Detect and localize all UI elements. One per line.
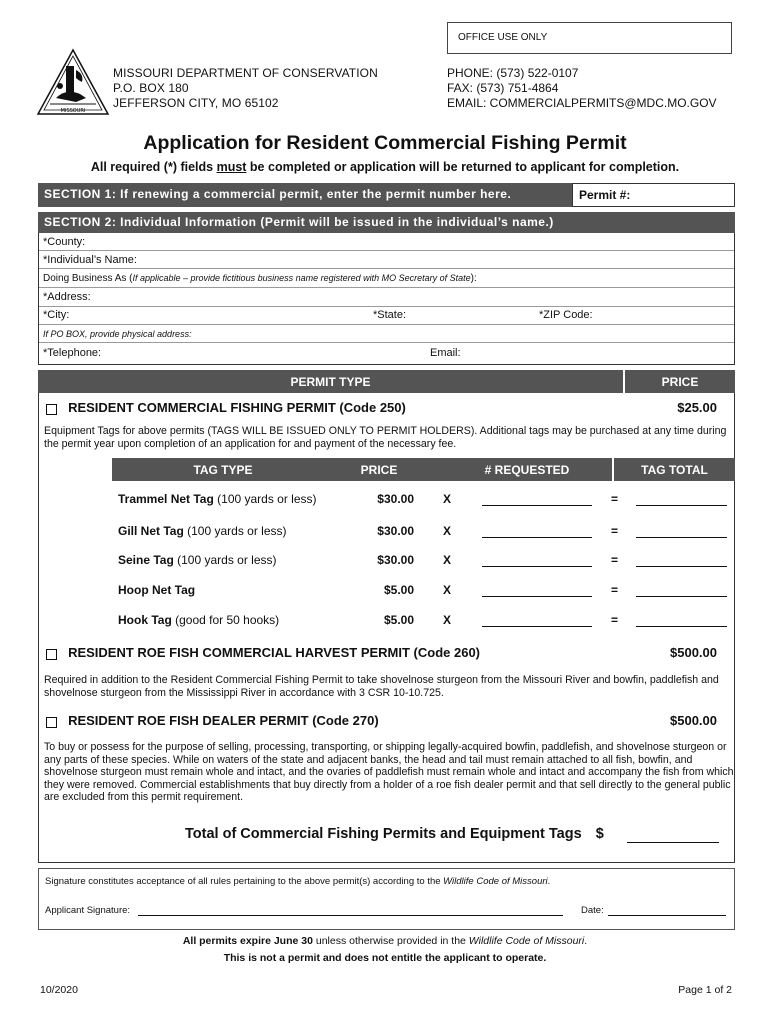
tag-row-seine bbox=[0, 553, 770, 573]
state-label[interactable]: *State: bbox=[373, 309, 407, 321]
tag-name: Gill Net Tag bbox=[118, 524, 184, 538]
tag-name: Hook Tag bbox=[118, 613, 172, 627]
times-symbol: X bbox=[443, 524, 452, 538]
page-number: Page 1 of 2 bbox=[678, 984, 732, 996]
address-field[interactable] bbox=[39, 288, 734, 307]
tag-type-column-header: TAG TYPE bbox=[193, 463, 253, 477]
tag-detail: (good for 50 hooks) bbox=[171, 613, 280, 627]
tag-row-gill-net bbox=[0, 524, 770, 544]
permit-270-name: RESIDENT ROE FISH DEALER PERMIT (Code 270) bbox=[68, 713, 379, 728]
tag-total-input[interactable] bbox=[636, 505, 727, 506]
city-state-zip-row bbox=[39, 307, 734, 325]
tag-quantity-input[interactable] bbox=[482, 626, 592, 627]
expiration-note bbox=[0, 935, 770, 947]
permit-260-name: RESIDENT ROE FISH COMMERCIAL HARVEST PERMIT (Code 260) bbox=[68, 645, 481, 660]
dba-note: If applicable – provide fictitious business name registered with MO Secretary of State bbox=[132, 273, 471, 283]
agency-phone: PHONE: (573) 522-0107 bbox=[447, 66, 579, 80]
times-symbol: X bbox=[443, 583, 452, 597]
tag-quantity-input[interactable] bbox=[482, 566, 592, 567]
permit-250-description: Equipment Tags for above permits (TAGS WILL BE ISSUED ONLY TO PERMIT HOLDERS). Additional tags may be purchased at any time during the permit year upon completion of an application for and payment of the necessary fee. bbox=[44, 425, 727, 450]
office-use-box bbox=[447, 22, 732, 54]
total-currency: $ bbox=[595, 826, 604, 842]
acceptance-text: Signature constitutes acceptance of all rules pertaining to the above permit(s) according to the bbox=[45, 876, 444, 887]
acceptance-code: Wildlife Code of Missouri bbox=[443, 876, 548, 887]
expiration-text: unless otherwise provided in the bbox=[312, 935, 469, 947]
section2-header bbox=[38, 212, 735, 233]
zip-code-label[interactable]: *ZIP Code: bbox=[539, 309, 593, 321]
expiration-bold: All permits expire June 30 bbox=[182, 935, 313, 947]
tag-name: Trammel Net Tag bbox=[118, 492, 214, 506]
date-input[interactable] bbox=[608, 915, 726, 916]
permit-260-description: Required in addition to the Resident Commercial Fishing Permit to take shovelnose sturgeon from the Missouri River and bowfin, paddlefish and shovelnose sturgeon from the Mississippi River in accordance with 3 CSR 10-10.725. bbox=[44, 674, 719, 699]
county-field[interactable] bbox=[39, 233, 734, 251]
permit-250-price: $25.00 bbox=[677, 400, 717, 415]
tag-detail: (100 yards or less) bbox=[213, 492, 317, 506]
agency-contact bbox=[447, 66, 717, 111]
subtitle-text-before: All required (*) fields bbox=[90, 160, 217, 174]
tag-row-hoop-net bbox=[0, 583, 770, 603]
section2-label: SECTION 2: Individual Information (Permit will be issued in the individual’s name.) bbox=[44, 215, 554, 229]
permit-250-name: RESIDENT COMMERCIAL FISHING PERMIT (Code 250) bbox=[68, 400, 406, 415]
signature-acceptance bbox=[45, 876, 550, 887]
permit-number-label: Permit #: bbox=[579, 188, 631, 202]
times-symbol: X bbox=[443, 553, 452, 567]
permit-270-price: $500.00 bbox=[670, 713, 717, 728]
address-label: *Address: bbox=[43, 291, 91, 303]
expiration-code: Wildlife Code of Missouri bbox=[468, 935, 585, 947]
date-label: Date: bbox=[581, 905, 604, 916]
po-box-note: If PO BOX, provide physical address: bbox=[43, 329, 192, 339]
tag-detail: (100 yards or less) bbox=[183, 524, 287, 538]
tag-price: $5.00 bbox=[383, 583, 414, 597]
not-a-permit-note: This is not a permit and does not entitle the applicant to operate. bbox=[223, 952, 547, 964]
total-row bbox=[185, 826, 604, 842]
equals-symbol: = bbox=[611, 524, 619, 538]
permit-260-price: $500.00 bbox=[670, 645, 717, 660]
tag-total-input[interactable] bbox=[636, 537, 727, 538]
tag-table-header bbox=[112, 458, 735, 481]
permit-260-checkbox[interactable] bbox=[46, 649, 57, 660]
tag-total-column-header: TAG TOTAL bbox=[612, 458, 735, 481]
tag-quantity-input[interactable] bbox=[482, 505, 592, 506]
mdc-seal-logo bbox=[36, 48, 110, 118]
telephone-label[interactable]: *Telephone: bbox=[43, 347, 102, 359]
permit-250-row bbox=[46, 400, 406, 415]
tag-total-input[interactable] bbox=[636, 596, 727, 597]
permit-270-checkbox[interactable] bbox=[46, 717, 57, 728]
expiration-end: . bbox=[584, 935, 588, 947]
form-version: 10/2020 bbox=[40, 984, 78, 996]
applicant-signature-input[interactable] bbox=[138, 915, 563, 916]
telephone-email-row bbox=[39, 343, 734, 363]
times-symbol: X bbox=[443, 613, 452, 627]
acceptance-end: . bbox=[547, 876, 551, 887]
subtitle-text-after: be completed or application will be returned to applicant for completion. bbox=[246, 160, 680, 174]
agency-city: JEFFERSON CITY, MO 65102 bbox=[113, 96, 279, 110]
tag-quantity-input[interactable] bbox=[482, 537, 592, 538]
office-use-label: OFFICE USE ONLY bbox=[458, 32, 548, 43]
tag-row-hook bbox=[0, 613, 770, 633]
subtitle-emphasis: must bbox=[216, 160, 247, 174]
permit-type-column-header: PERMIT TYPE bbox=[290, 375, 371, 389]
agency-fax: FAX: (573) 751-4864 bbox=[447, 81, 559, 95]
dba-field[interactable] bbox=[39, 269, 734, 288]
permit-260-row bbox=[46, 645, 480, 660]
tag-price: $30.00 bbox=[377, 492, 414, 506]
city-label[interactable]: *City: bbox=[43, 309, 70, 321]
section1-header bbox=[38, 183, 572, 207]
tag-price-column-header: PRICE bbox=[360, 463, 398, 477]
permit-table-header bbox=[38, 370, 735, 393]
equals-symbol: = bbox=[611, 492, 619, 506]
form-title: Application for Resident Commercial Fishing Permit bbox=[143, 132, 627, 154]
total-amount-input[interactable] bbox=[627, 842, 719, 843]
equals-symbol: = bbox=[611, 583, 619, 597]
total-label: Total of Commercial Fishing Permits and Equipment Tags bbox=[185, 826, 582, 842]
agency-name: MISSOURI DEPARTMENT OF CONSERVATION bbox=[113, 66, 378, 80]
applicant-signature-label: Applicant Signature: bbox=[45, 905, 131, 916]
individual-name-field[interactable] bbox=[39, 251, 734, 269]
permit-270-description: To buy or possess for the purpose of selling, processing, transporting, or shipping legally-acquired bowfin, paddlefish, and shovelnose sturgeon or any parts of these species. While on waters of the state and adjacent banks, the head and tail must remain attached to all fish, bowfin, and shovelnose sturgeon must remain whole and intact, and the ovaries of paddlefish must remain whole and intact and accompany the fish from which they were removed. Commercial establishments that buy directly from a holder of a roe fish dealer permit and that sell directly to the general public are excluded from this permit requirement. bbox=[44, 741, 734, 803]
dba-label-end: ): bbox=[470, 273, 477, 284]
times-symbol: X bbox=[443, 492, 452, 506]
dba-label: Doing Business As ( bbox=[43, 273, 133, 284]
tag-name: Seine Tag bbox=[118, 553, 174, 567]
tag-total-input[interactable] bbox=[636, 626, 727, 627]
form-subtitle bbox=[0, 160, 770, 174]
signature-box bbox=[38, 868, 735, 930]
email-label[interactable]: Email: bbox=[430, 347, 461, 359]
section1-label: SECTION 1: If renewing a commercial permit, enter the permit number here. bbox=[44, 187, 512, 201]
section2-fields bbox=[38, 233, 735, 365]
tag-name: Hoop Net Tag bbox=[118, 583, 196, 597]
tag-detail: (100 yards or less) bbox=[173, 553, 277, 567]
agency-email: EMAIL: COMMERCIALPERMITS@MDC.MO.GOV bbox=[447, 96, 717, 110]
county-label: *County: bbox=[43, 236, 86, 248]
tag-requested-column-header: # REQUESTED bbox=[484, 463, 570, 477]
permit-250-checkbox[interactable] bbox=[46, 404, 57, 415]
tag-total-input[interactable] bbox=[636, 566, 727, 567]
tag-price: $5.00 bbox=[383, 613, 414, 627]
price-column-header: PRICE bbox=[623, 370, 735, 393]
seal-text: MISSOURI bbox=[60, 108, 86, 114]
tag-price: $30.00 bbox=[377, 553, 414, 567]
permit-number-field[interactable] bbox=[572, 183, 735, 207]
po-box-physical-address-field[interactable] bbox=[39, 325, 734, 343]
individual-name-label: *Individual’s Name: bbox=[43, 254, 137, 266]
tag-price: $30.00 bbox=[377, 524, 414, 538]
permit-270-row bbox=[46, 713, 379, 728]
tag-row-trammel-net bbox=[0, 492, 770, 512]
tag-quantity-input[interactable] bbox=[482, 596, 592, 597]
agency-address bbox=[113, 66, 378, 111]
equals-symbol: = bbox=[611, 613, 619, 627]
agency-po-box: P.O. BOX 180 bbox=[113, 81, 189, 95]
equals-symbol: = bbox=[611, 553, 619, 567]
